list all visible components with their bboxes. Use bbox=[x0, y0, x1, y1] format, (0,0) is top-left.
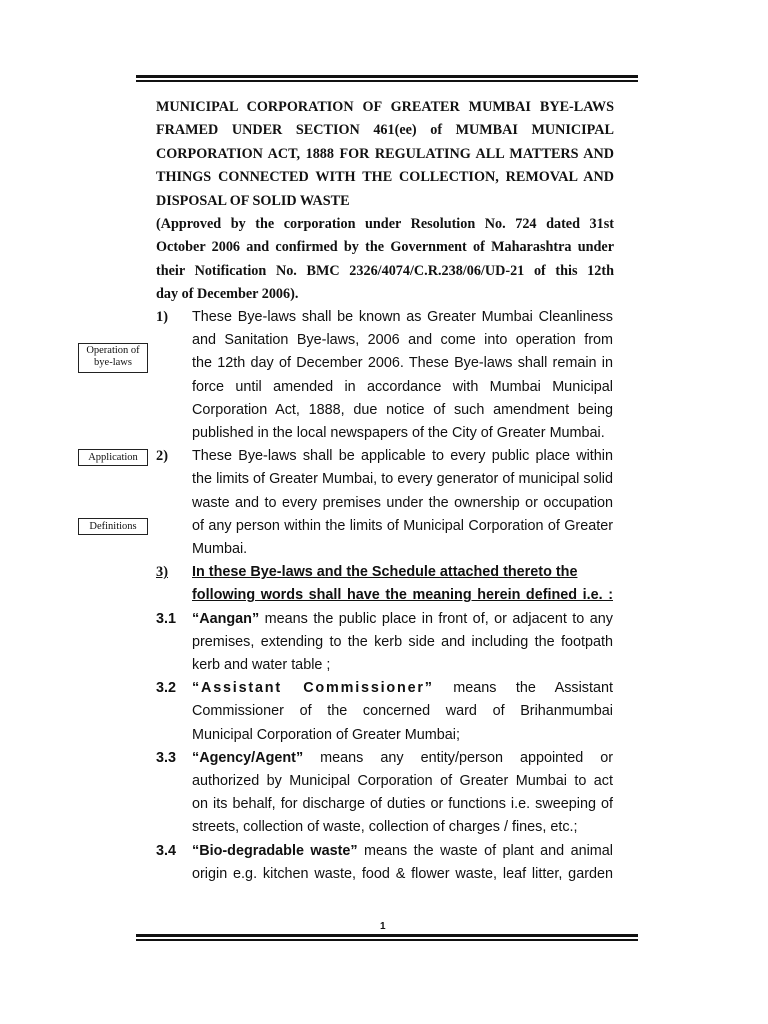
clause-text: the limits of Greater Mumbai, to every generator of municipal solid bbox=[192, 471, 613, 488]
clause-text: the 12th day of December 2006. These Bye-laws shall remain in bbox=[192, 355, 613, 372]
clause-number: 1) bbox=[156, 309, 168, 325]
approval-line: (Approved by the corporation under Resolution No. 724 dated 31st bbox=[156, 216, 614, 233]
title-line: THINGS CONNECTED WITH THE COLLECTION, REMOVAL AND bbox=[156, 169, 614, 186]
definition-rest: means the waste of plant and animal bbox=[357, 842, 614, 859]
clause-1-line bbox=[0, 352, 768, 375]
definition-text bbox=[192, 677, 613, 700]
definition-3-2-line bbox=[0, 724, 768, 747]
definition-text: Commissioner of the concerned ward of Brihanmumbai bbox=[192, 703, 613, 720]
definition-text: kerb and water table ; bbox=[192, 657, 331, 673]
definition-number: 3.1 bbox=[156, 610, 177, 627]
clause-text: These Bye-laws shall be applicable to every public place within bbox=[192, 448, 613, 465]
definition-3-3-line bbox=[0, 816, 768, 839]
approval-line: their Notification No. BMC 2326/4074/C.R.238/06/UD-21 of this 12th bbox=[156, 262, 614, 279]
clause-2-line bbox=[0, 538, 768, 561]
definition-text bbox=[192, 747, 613, 770]
definition-3-1-line bbox=[0, 608, 768, 631]
definition-3-1-line bbox=[0, 654, 768, 677]
definition-text bbox=[192, 840, 613, 863]
clause-text: waste and to every premises under the ownership or occupation bbox=[192, 494, 613, 511]
definition-term: “Agency/Agent” bbox=[192, 749, 304, 766]
clause-3-line bbox=[0, 561, 768, 584]
definition-number: 3.3 bbox=[156, 749, 177, 766]
definition-rest: means any entity/person appointed or bbox=[303, 749, 613, 766]
margin-note-definitions: Definitions bbox=[78, 518, 148, 535]
clause-text: and Sanitation Bye-laws, 2006 and come into operation from bbox=[192, 332, 613, 349]
clause-text: In these Bye-laws and the Schedule attached thereto the bbox=[192, 564, 578, 581]
definition-3-3-line bbox=[0, 747, 768, 770]
definition-text: streets, collection of waste, collection of charges / fines, etc.; bbox=[192, 819, 578, 836]
clause-text: These Bye-laws shall be known as Greater Mumbai Cleanliness bbox=[192, 309, 613, 325]
definition-number: 3.2 bbox=[156, 680, 177, 697]
definition-rest: means the Assistant bbox=[433, 680, 613, 697]
clause-2-line bbox=[0, 468, 768, 491]
margin-note-application: Application bbox=[78, 449, 148, 466]
definition-text: Municipal Corporation of Greater Mumbai; bbox=[192, 726, 460, 743]
definition-3-2-line bbox=[0, 677, 768, 700]
definition-text: origin e.g. kitchen waste, food & flower waste, leaf litter, garden bbox=[192, 865, 613, 882]
definition-text: premises, extending to the kerb side and including the footpath bbox=[192, 633, 613, 650]
clause-1-line bbox=[0, 399, 768, 422]
definition-text: on its behalf, for discharge of duties or functions i.e. sweeping of bbox=[192, 796, 613, 813]
title-line: MUNICIPAL CORPORATION OF GREATER MUMBAI BYE-LAWS bbox=[156, 99, 614, 115]
definition-number: 3.4 bbox=[156, 842, 177, 859]
clause-text: Mumbai. bbox=[192, 541, 248, 557]
definition-term: “Assistant Commissioner” bbox=[192, 680, 434, 697]
definition-rest: means the public place in front of, or adjacent to any bbox=[259, 610, 613, 627]
clause-1-line bbox=[0, 376, 768, 399]
definition-3-4-line bbox=[0, 863, 768, 886]
clause-1-line bbox=[0, 306, 768, 329]
title-line: FRAMED UNDER SECTION 461(ee) of MUMBAI MUNICIPAL bbox=[156, 122, 614, 139]
clause-3-line bbox=[0, 584, 768, 607]
definition-3-1-line bbox=[0, 631, 768, 654]
title-line: CORPORATION ACT, 1888 FOR REGULATING ALL MATTERS AND bbox=[156, 145, 614, 162]
bottom-double-rule bbox=[136, 934, 638, 942]
clause-2-line bbox=[0, 492, 768, 515]
clause-text: Corporation Act, 1888, due notice of such amendment being bbox=[192, 401, 613, 418]
definition-term: “Bio-degradable waste” bbox=[192, 842, 358, 859]
top-double-rule bbox=[136, 75, 638, 83]
clause-number: 3) bbox=[156, 564, 168, 581]
definition-3-3-line bbox=[0, 770, 768, 793]
definition-3-3-line bbox=[0, 793, 768, 816]
clause-text: force until amended in accordance with Mumbai Municipal bbox=[192, 378, 613, 395]
margin-note-line: Operation of bbox=[86, 345, 140, 356]
clause-1-line bbox=[0, 329, 768, 352]
clause-number: 2) bbox=[156, 448, 168, 465]
definition-term: “Aangan” bbox=[192, 610, 260, 627]
clause-text: published in the local newspapers of the City of Greater Mumbai. bbox=[192, 425, 605, 441]
clause-2-line bbox=[0, 515, 768, 538]
definition-3-4-line bbox=[0, 840, 768, 863]
margin-note-line: bye-laws bbox=[94, 357, 132, 368]
approval-line: day of December 2006). bbox=[156, 286, 299, 303]
definition-3-2-line bbox=[0, 700, 768, 723]
approval-line: October 2006 and confirmed by the Government of Maharashtra under bbox=[156, 239, 614, 256]
page-number: 1 bbox=[380, 921, 386, 932]
title-line: DISPOSAL OF SOLID WASTE bbox=[156, 192, 350, 209]
clause-2-line bbox=[0, 445, 768, 468]
clause-text: following words shall have the meaning herein defined i.e. : bbox=[192, 587, 613, 604]
definition-text: authorized by Municipal Corporation of Greater Mumbai to act bbox=[192, 773, 613, 789]
clause-text: of any person within the limits of Municipal Corporation of Greater bbox=[192, 517, 613, 534]
definition-text bbox=[192, 608, 613, 631]
clause-1-line bbox=[0, 422, 768, 445]
document-heading bbox=[156, 96, 614, 307]
